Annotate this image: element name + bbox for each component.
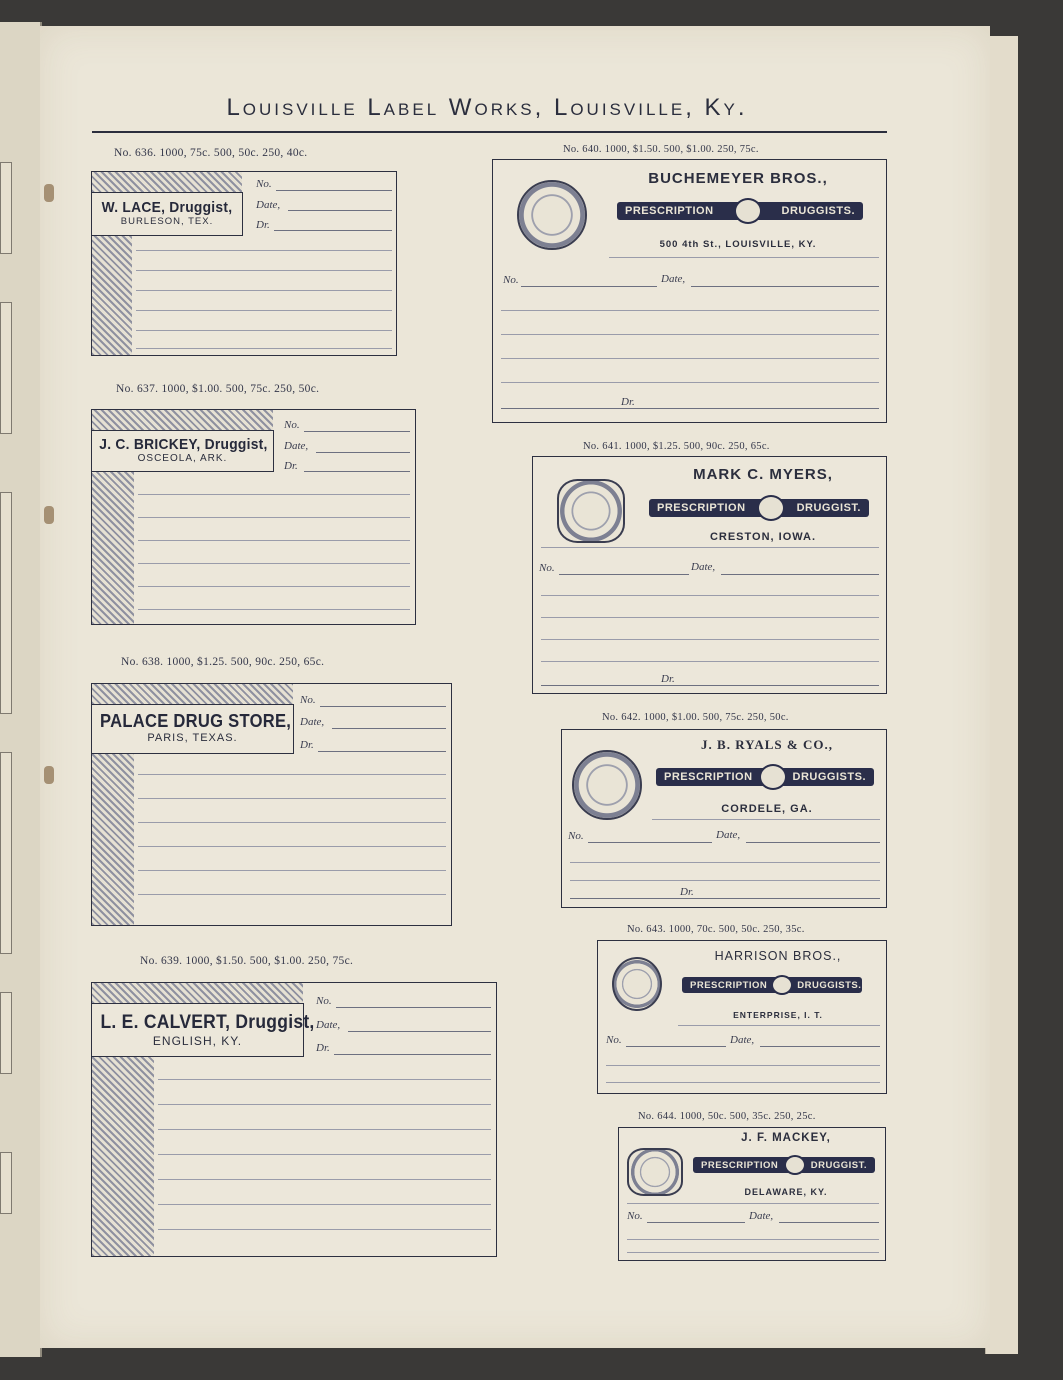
ruled-line [627,1203,879,1204]
dr-field-line [541,685,879,686]
druggist-town: ENGLISH, KY. [152,1034,243,1048]
dr-field-label: Dr. [661,673,675,685]
no-field-label: No. [627,1210,643,1222]
dr-field-line [334,1054,491,1055]
ornamental-border [92,472,134,624]
no-field-line [559,574,689,575]
date-field-line [721,574,879,575]
banner-left-text: PRESCRIPTION [625,205,714,217]
binding-hole [44,506,54,524]
label-specimen [561,729,887,908]
ruled-line [136,290,392,291]
labor-omnia-vincit-seal-icon [517,180,587,250]
date-field-line [779,1222,879,1223]
ruled-line [138,798,446,799]
facing-page-label-strip [0,1152,12,1214]
ruled-line [501,358,879,359]
price-line: No. 640. 1000, $1.50. 500, $1.00. 250, 75c. [563,144,759,155]
ruled-line [138,894,446,895]
ruled-line [541,595,879,596]
label-specimen [597,940,887,1094]
label-specimen [532,456,887,694]
ruled-line [627,1239,879,1240]
ruled-line [570,862,880,863]
no-field-line [336,1007,491,1008]
banner-left-text: PRESCRIPTION [657,502,746,514]
no-field-line [647,1222,745,1223]
binding-hole [44,766,54,784]
dr-field-label: Dr. [316,1042,330,1054]
no-field-label: No. [316,995,332,1007]
ruled-line [136,250,392,251]
dr-field-line [274,230,392,231]
druggist-name-box [92,430,274,472]
ruled-line [158,1179,491,1180]
labor-omnia-vincit-seal-icon [572,750,642,820]
ruled-line [541,639,879,640]
facing-page-label-strip [0,162,12,254]
label-specimen [91,683,452,926]
no-field-label: No. [606,1034,622,1046]
ruled-line [570,880,880,881]
ruled-line [627,1252,879,1253]
ruled-line [136,330,392,331]
price-line: No. 644. 1000, 50c. 500, 35c. 250, 25c. [638,1111,816,1122]
date-field-line [760,1046,880,1047]
date-field-label: Date, [730,1034,755,1046]
banner-right-text: DRUGGISTS. [792,771,866,783]
banner-right-text: DRUGGISTS. [797,979,862,991]
banner-left-text: PRESCRIPTION [664,771,753,783]
ruled-line [136,270,392,271]
ruled-line [541,617,879,618]
banner-right-text: DRUGGIST. [796,502,861,514]
mortar-pestle-icon [771,975,793,995]
ornamental-border [92,684,293,704]
price-line: No. 637. 1000, $1.00. 500, 75c. 250, 50c. [116,383,320,395]
ruled-line [541,547,879,548]
banner-left-text: PRESCRIPTION [701,1159,779,1171]
dr-field-line [318,751,446,752]
ruled-line [138,563,410,564]
dr-field-label: Dr. [621,396,635,408]
mortar-pestle-icon [757,495,785,521]
binding-hole [44,184,54,202]
mortar-pestle-icon [759,764,787,790]
no-field-label: No. [300,694,316,706]
dr-field-line [570,898,880,899]
druggist-town: CORDELE, GA. [721,803,813,815]
no-field-label: No. [256,178,272,190]
druggist-name: L. E. CALVERT, Druggist, [100,1012,315,1033]
ruled-line [652,819,880,820]
druggist-name: PALACE DRUG STORE, [100,711,292,731]
ruled-line [158,1229,491,1230]
facing-page-label-strip [0,992,12,1074]
no-field-line [521,286,657,287]
dr-field-line [304,471,410,472]
prescription-banner [656,768,874,786]
price-line: No. 636. 1000, 75c. 500, 50c. 250, 40c. [114,147,308,159]
facing-page-label-strip [0,302,12,434]
druggist-name: BUCHEMEYER BROS., [648,170,828,187]
accuracy-emblem-icon [627,1148,683,1196]
banner-left-text: PRESCRIPTION [690,979,768,991]
price-line: No. 639. 1000, $1.50. 500, $1.00. 250, 75c. [140,955,354,967]
ruled-line [501,334,879,335]
ornamental-border [92,410,273,430]
ornamental-border [92,1057,154,1256]
ruled-line [501,310,879,311]
no-field-line [276,190,392,191]
date-field-line [288,210,392,211]
labor-omnia-vincit-seal-icon [612,957,662,1011]
ruled-line [609,257,879,258]
no-field-line [304,431,410,432]
price-line: No. 638. 1000, $1.25. 500, 90c. 250, 65c. [121,656,325,668]
druggist-name: J. B. RYALS & CO., [701,737,833,752]
ornamental-border [92,236,132,355]
date-field-line [332,728,446,729]
ruled-line [138,517,410,518]
ruled-line [606,1065,880,1066]
prescription-banner [649,499,869,517]
accuracy-emblem-icon [557,479,625,543]
date-field-label: Date, [300,716,325,728]
price-line: No. 641. 1000, $1.25. 500, 90c. 250, 65c. [583,441,770,452]
ruled-line [158,1104,491,1105]
date-field-label: Date, [661,273,686,285]
prescription-banner [693,1157,875,1173]
no-field-label: No. [284,419,300,431]
date-field-line [348,1031,491,1032]
date-field-label: Date, [749,1210,774,1222]
ornamental-border [92,754,134,925]
no-field-line [626,1046,726,1047]
no-field-label: No. [568,830,584,842]
mortar-pestle-icon [784,1155,806,1175]
ruled-line [158,1204,491,1205]
ruled-line [158,1079,491,1080]
prescription-banner [617,202,863,220]
ruled-line [138,870,446,871]
dr-field-label: Dr. [680,886,694,898]
ruled-line [541,661,879,662]
price-line: No. 643. 1000, 70c. 500, 50c. 250, 35c. [627,924,805,935]
druggist-town: ENTERPRISE, I. T. [733,1010,823,1020]
mortar-pestle-icon [734,198,762,224]
druggist-name: W. LACE, Druggist, [101,199,233,216]
druggist-name: HARRISON BROS., [714,949,842,963]
druggist-name-box [92,192,243,236]
dr-field-line [501,408,879,409]
ruled-line [136,310,392,311]
druggist-name-box [92,1003,315,1057]
ruled-line [138,586,410,587]
label-specimen [492,159,887,423]
ruled-line [138,822,446,823]
banner-right-text: DRUGGIST. [810,1159,867,1171]
druggist-name-box [92,704,294,754]
date-field-label: Date, [716,829,741,841]
druggist-town: DELAWARE, KY. [744,1187,828,1197]
catalog-page [40,26,990,1348]
ruled-line [138,846,446,847]
druggist-name: MARK C. MYERS, [693,466,833,483]
no-field-line [320,706,446,707]
no-field-label: No. [539,562,555,574]
ruled-line [158,1129,491,1130]
druggist-town: PARIS, TEXAS. [147,732,238,744]
facing-page-edge [0,22,42,1357]
facing-page-label-strip [0,492,12,714]
banner-right-text: DRUGGISTS. [781,205,855,217]
ruled-line [138,774,446,775]
date-field-line [691,286,879,287]
date-field-label: Date, [284,440,309,452]
druggist-town: BURLESON, TEX. [120,216,214,227]
price-line: No. 642. 1000, $1.00. 500, 75c. 250, 50c. [602,712,789,723]
druggist-name: J. C. BRICKEY, Druggist, [99,436,268,453]
ruled-line [501,382,879,383]
page-title: Louisville Label Works, Louisville, Ky. [226,94,748,121]
ruled-line [138,540,410,541]
ruled-line [158,1154,491,1155]
ruled-line [678,1025,880,1026]
ornamental-border [92,983,303,1003]
druggist-name: J. F. MACKEY, [741,1132,831,1144]
facing-page-label-strip [0,752,12,954]
date-field-label: Date, [316,1019,341,1031]
dr-field-label: Dr. [256,219,270,231]
dr-field-label: Dr. [300,739,314,751]
druggist-town: OSCEOLA, ARK. [137,453,228,464]
date-field-label: Date, [256,199,281,211]
prescription-banner [682,977,862,993]
dr-field-label: Dr. [284,460,298,472]
ruled-line [138,494,410,495]
druggist-town: 500 4th St., LOUISVILLE, KY. [659,239,817,250]
title-rule [92,131,887,133]
label-specimen [91,982,497,1257]
ruled-line [136,348,392,349]
label-specimen [91,409,416,625]
ornamental-border [92,172,242,192]
label-specimen [618,1127,886,1261]
druggist-town: CRESTON, IOWA. [709,531,817,543]
no-field-line [588,842,712,843]
date-field-line [746,842,880,843]
ruled-line [606,1082,880,1083]
label-specimen [91,171,397,356]
date-field-line [316,452,410,453]
ruled-line [138,609,410,610]
date-field-label: Date, [691,561,716,573]
no-field-label: No. [503,274,519,286]
